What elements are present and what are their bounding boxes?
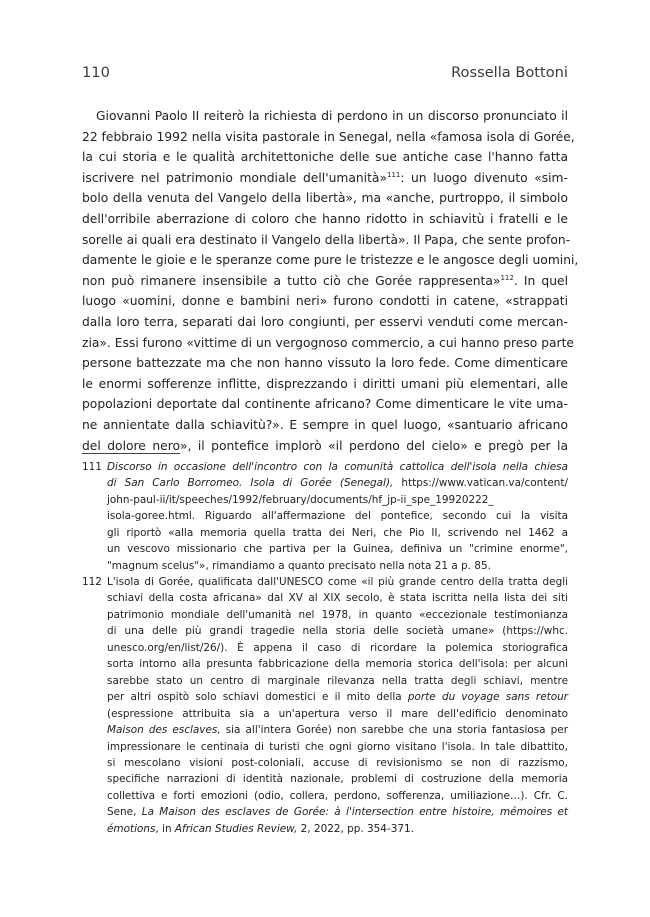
body-line: bolo della venuta del Vangelo della libertà», ma «anche, purtroppo, il simbolo (82, 191, 568, 206)
body-line: Giovanni Paolo II reiterò la richiesta di perdono in un discorso pronunciato il (96, 109, 568, 123)
footnote-line: si mescolano visioni post-coloniali, accuse di revisionismo se non di razzismo, (107, 756, 568, 769)
footnote-line: unesco.org/en/list/26/). È appena il caso di ricordare la polemica storiografica (107, 641, 568, 654)
footnote-text-segment: 2, 2022, pp. 354-371. (297, 822, 414, 835)
footnote-line: un vescovo missionario che partiva per la Guinea, definiva un "crimine enorme", (107, 543, 568, 556)
footnote-line: L'isola di Gorée, qualificata dall'UNESCO come «il più grande centro della tratta degli (107, 576, 568, 588)
footnote-text-segment: , in (155, 822, 175, 835)
footnote-cited-title: émotions (107, 822, 156, 835)
body-line: popolazioni deportate dal continente africano? Come dimenticare le vite uma- (82, 397, 568, 412)
footnote-line (82, 821, 568, 837)
footnote-line: schiavi della costa africana» dal XV al XIX secolo, è stata iscritta nella lista dei siti (107, 592, 568, 605)
body-line: zia». Essi furono «vittime di un vergognoso commercio, a cui hanno preso parte (82, 335, 574, 350)
body-text-segment: . In quel (513, 273, 568, 288)
body-line: la cui storia e le qualità architettoniche delle sue antiche case l'hanno fatta (82, 150, 568, 165)
body-line: dell'orribile aberrazione di coloro che hanno ridotto in schiavitù i fratelli e le (82, 211, 568, 226)
footnote-line: di una delle più grandi tragedie nella storia delle società umane» (https://whc. (107, 625, 568, 638)
footnote-label: 112 (82, 576, 102, 588)
footnote-line: "magnum scelus"», rimandiamo a quanto precisato nella nota 21 a p. 85. (107, 559, 491, 572)
footnote-line (82, 459, 568, 475)
page-number: 110 (82, 64, 110, 81)
footnote-label: 111 (82, 461, 102, 473)
body-line: le enormi sofferenze inflitte, disprezzando i diritti umani più elementari, alle (82, 376, 568, 391)
footnote-line: patrimonio mondiale dell'umanità nel 1978, in quanto «eccezionale testimonianza (107, 608, 568, 621)
footnote-line: specifiche narrazioni di identità nazionale, problemi di costruzione della memoria (107, 773, 568, 786)
footnote-separator (82, 453, 180, 454)
footnote-text-segment: sia all'intera Gorée) non sarebbe che una storia fantasiosa per (220, 724, 568, 737)
footnote-title: di San Carlo Borromeo. Isola di Gorée (Senegal), (107, 477, 394, 490)
footnote-ref-112: 112 (500, 273, 514, 282)
footnote-line: john-paul-ii/it/speeches/1992/february/documents/hf_jp-ii_spe_19920222_ (107, 493, 494, 506)
body-text-segment: non può rimanere insensibile a tutto ciò che Gorée rappresenta» (82, 273, 501, 288)
body-text-segment: : un luogo divenuto «sim- (400, 170, 568, 185)
footnote-line: (espressione attribuita sia a un'apertura verso il mare dell'edificio denominato (107, 707, 568, 720)
footnote-line: sorta intorno alla presunta fabbricazione della memoria storica dell'isola: per alcuni (107, 658, 568, 671)
footnote-ref-111: 111 (386, 170, 401, 179)
body-line: del dolore nero», il pontefice implorò «il perdono del cielo» e pregò per la (82, 438, 568, 453)
footnote-line (82, 804, 568, 820)
body-line: luogo «uomini, donne e bambini neri» furono condotti in catene, «strappati (82, 294, 568, 309)
footnote-line (82, 689, 568, 705)
footnote-112 (82, 574, 568, 837)
body-line: persone battezzate ma che non hanno vissuto la loro fede. Come dimenticare (82, 356, 568, 371)
body-text-segment: iscrivere nel patrimonio mondiale dell'umanità» (82, 170, 387, 185)
footnote-111 (82, 459, 568, 574)
footnote-line: gli riportò «alla memoria quella tratta dei Neri, che Pio II, scrivendo nel 1462 a (107, 526, 568, 539)
footnote-journal-title: African Studies Review, (174, 822, 298, 835)
footnote-italic-phrase: Maison des esclaves, (107, 724, 221, 737)
footnote-url: https://www.vatican.va/content/ (393, 477, 568, 490)
footnote-title: Discorso in occasione dell'incontro con la comunità cattolica dell'isola nella chiesa (107, 461, 568, 473)
body-paragraph (82, 106, 579, 456)
footnote-text-segment: per altri ospitò solo schiavi domestici e il mito della (107, 691, 408, 704)
body-line: damente le gioie e le speranze come pure le tristezze e le angosce degli uomini, (82, 253, 579, 268)
footnote-line: sarebbe stato un centro di marginale rilevanza nella tratta degli schiavi, mentre (107, 674, 568, 687)
footnote-line: impressionare le centinaia di turisti che ogni giorno visitano l'isola. In tale dibattito, (107, 740, 568, 753)
footnote-line: isola-goree.html. Riguardo all'affermazione del pontefice, secondo cui la visita (107, 510, 568, 523)
body-line (82, 271, 568, 292)
running-author: Rossella Bottoni (451, 64, 568, 81)
body-line: sorelle ai quali era destinato il Vangelo della libertà». Il Papa, che sente profon- (82, 232, 571, 247)
footnote-text-segment: Sene, (107, 806, 142, 819)
body-line (82, 168, 568, 189)
body-line: dalla loro terra, separati dai loro congiunti, per esservi venduti come mercan- (82, 314, 568, 329)
footnote-line (82, 722, 568, 738)
footnote-cited-title: La Maison des esclaves de Gorée: à l'intersection entre histoire, mémoires et (141, 806, 568, 819)
body-line: 22 febbraio 1992 nella visita pastorale in Senegal, nella «famosa isola di Gorée, (82, 129, 575, 144)
footnote-italic-phrase: porte du voyage sans retour (407, 691, 569, 704)
footnote-line (82, 475, 568, 491)
footnote-line: collettiva e forti emozioni (odio, collera, perdono, sofferenza, umiliazione…). Cfr. C. (107, 789, 568, 802)
body-line: ne annientate dalla schiavitù?». E sempre in quel luogo, «santuario africano (82, 417, 568, 432)
